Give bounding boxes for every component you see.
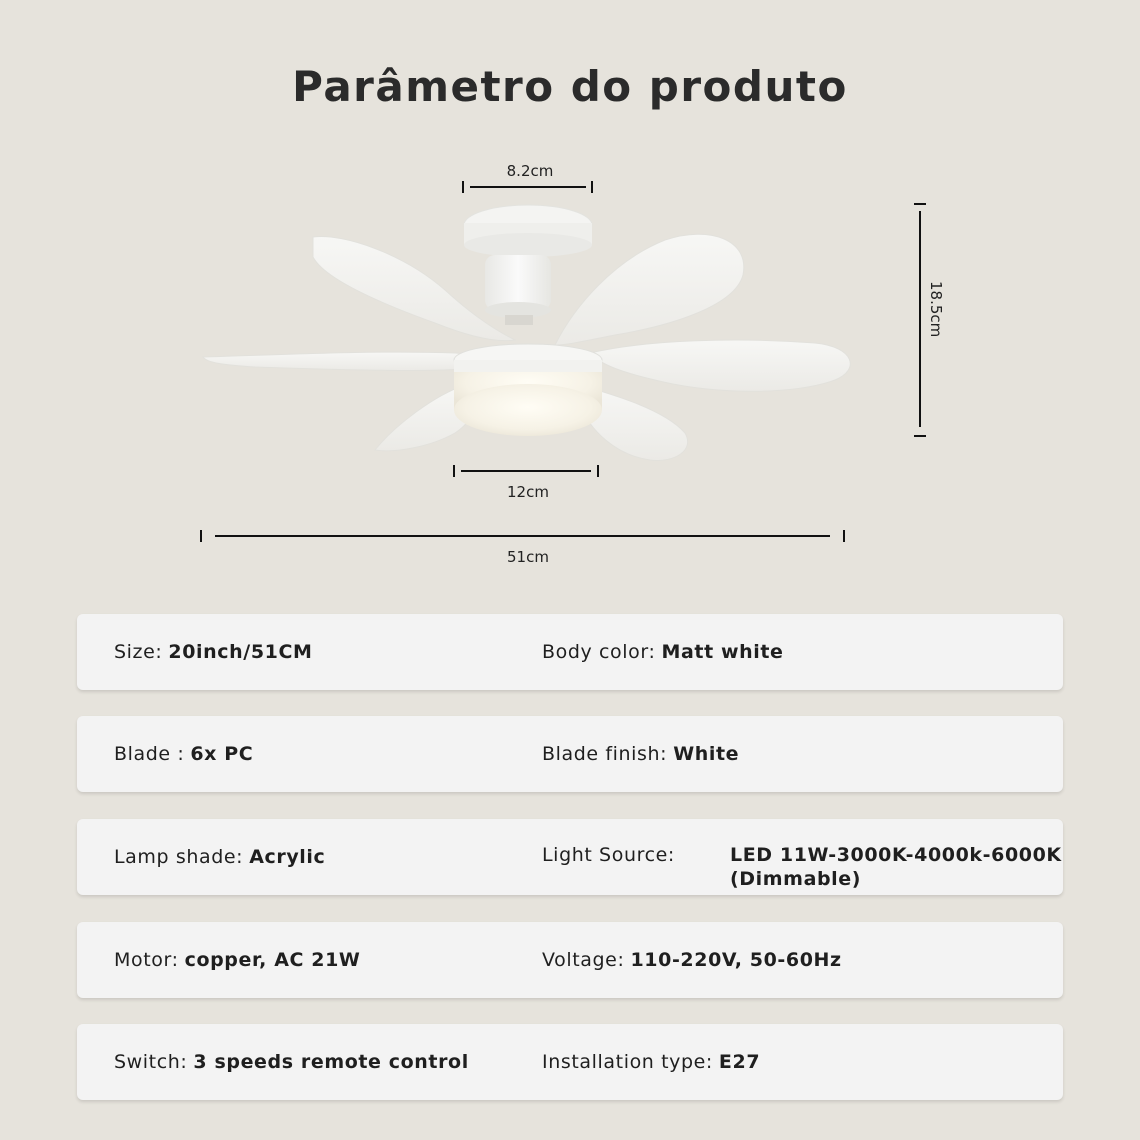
- spec-value: Acrylic: [249, 846, 326, 868]
- spec-label: Voltage:: [542, 949, 625, 971]
- dimension-tick: [591, 181, 593, 193]
- spec-label: Body color:: [542, 641, 656, 663]
- spec-value: 20inch/51CM: [168, 641, 313, 663]
- dimension-tick: [843, 530, 845, 542]
- dimension-tick: [597, 465, 599, 477]
- spec-label: Blade :: [114, 743, 185, 765]
- dimension-tick: [462, 181, 464, 193]
- spec-row: [77, 614, 1063, 690]
- spec-row: [77, 716, 1063, 792]
- spec-label: Lamp shade:: [114, 846, 244, 868]
- spec-blade-finish: [542, 716, 739, 792]
- spec-size: [114, 614, 313, 690]
- spec-value: 6x PC: [190, 743, 254, 765]
- spec-value: 3 speeds remote control: [193, 1051, 469, 1073]
- dimension-line: [215, 535, 830, 537]
- spec-value-line2: (Dimmable): [730, 868, 862, 890]
- dimension-tick: [200, 530, 202, 542]
- spec-row: [77, 819, 1063, 895]
- spec-value: E27: [718, 1051, 761, 1073]
- dimension-tick: [914, 203, 926, 205]
- spec-value: Matt white: [661, 641, 784, 663]
- dimension-label: 8.2cm: [506, 162, 554, 180]
- spec-value: copper, AC 21W: [184, 949, 361, 971]
- spec-body-color: [542, 614, 784, 690]
- spec-label: Motor:: [114, 949, 179, 971]
- spec-installation-type: [542, 1024, 760, 1100]
- dimension-line: [461, 470, 591, 472]
- spec-motor: [114, 922, 360, 998]
- spec-value: White: [673, 743, 740, 765]
- dimension-label: 12cm: [507, 483, 549, 501]
- spec-value-line1: LED 11W-3000K-4000k-6000K: [730, 844, 1062, 866]
- page-title: Parâmetro do produto: [292, 62, 848, 111]
- dimension-line: [470, 186, 586, 188]
- dimension-label: 51cm: [507, 548, 549, 566]
- spec-label: Blade finish:: [542, 743, 668, 765]
- spec-label: Installation type:: [542, 1051, 713, 1073]
- spec-blade: [114, 716, 253, 792]
- dimension-line: [919, 211, 921, 427]
- spec-row: [77, 922, 1063, 998]
- spec-voltage: [542, 922, 842, 998]
- spec-label: Size:: [114, 641, 163, 663]
- spec-switch: [114, 1024, 469, 1100]
- ceiling-fan-illustration: [195, 195, 865, 475]
- dimension-tick: [914, 435, 926, 437]
- dimension-tick: [453, 465, 455, 477]
- spec-lamp-shade: [114, 819, 325, 895]
- spec-light-source: [542, 817, 675, 893]
- spec-label: Switch:: [114, 1051, 188, 1073]
- spec-light-source-value: [730, 843, 1062, 891]
- spec-label: Light Source:: [542, 844, 675, 866]
- spec-row: [77, 1024, 1063, 1100]
- spec-value: 110-220V, 50-60Hz: [630, 949, 842, 971]
- dimension-label: 18.5cm: [927, 281, 945, 338]
